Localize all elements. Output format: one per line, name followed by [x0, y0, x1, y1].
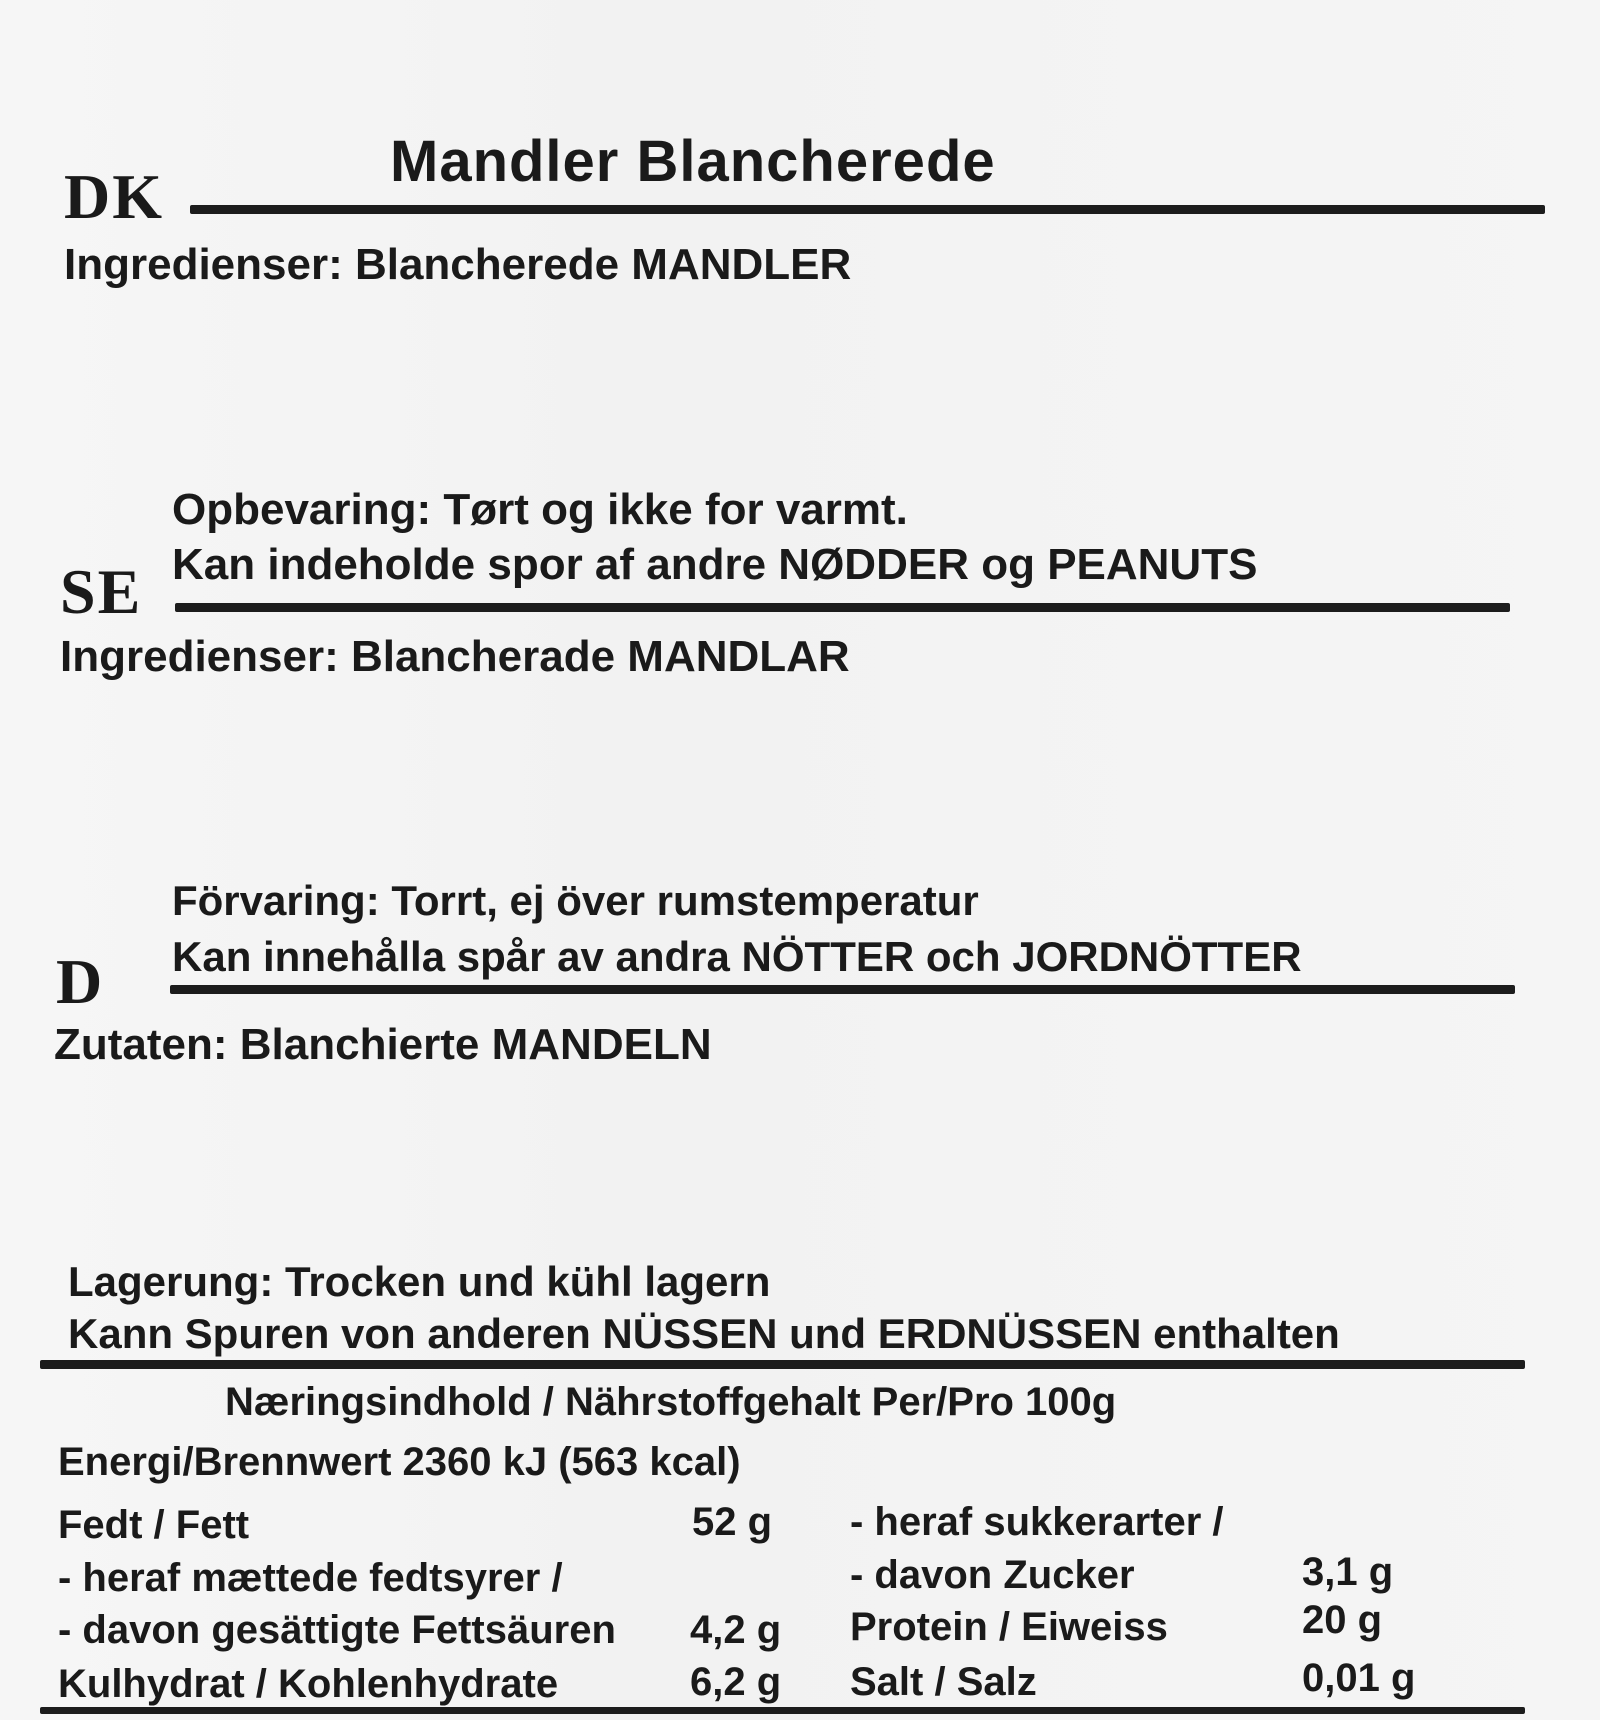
- divider-de: [170, 985, 1515, 994]
- divider-dk: [190, 205, 1545, 214]
- dk-storage: Opbevaring: Tørt og ikke for varmt.: [172, 485, 908, 534]
- carbs-value: 6,2 g: [690, 1660, 782, 1704]
- energy-row: Energi/Brennwert 2360 kJ (563 kcal): [58, 1440, 741, 1484]
- protein-label: Protein / Eiweiss: [850, 1605, 1168, 1649]
- saturated-label-1: - heraf mættede fedtsyrer /: [58, 1556, 563, 1600]
- bottom-rule: [40, 1707, 1525, 1714]
- de-ingredients: Zutaten: Blanchierte MANDELN: [54, 1020, 712, 1069]
- protein-value: 20 g: [1302, 1598, 1383, 1642]
- dk-allergen: Kan indeholde spor af andre NØDDER og PEANUTS: [172, 540, 1258, 589]
- saturated-label-2: - davon gesättigte Fettsäuren: [58, 1608, 616, 1652]
- fat-label: Fedt / Fett: [58, 1503, 250, 1547]
- divider-se: [175, 603, 1510, 612]
- language-code-se: SE: [60, 556, 143, 627]
- se-storage: Förvaring: Torrt, ej över rumstemperatur: [172, 877, 979, 924]
- de-allergen: Kann Spuren von anderen NÜSSEN und ERDNÜSSEN enthalten: [68, 1310, 1340, 1357]
- salt-label: Salt / Salz: [850, 1660, 1037, 1704]
- salt-value: 0,01 g: [1302, 1656, 1416, 1700]
- nutrition-header: Næringsindhold / Nährstoffgehalt Per/Pro 100g: [225, 1380, 1117, 1424]
- dk-ingredients: Ingredienser: Blancherede MANDLER: [64, 240, 852, 289]
- sugar-label-1: - heraf sukkerarter /: [850, 1500, 1224, 1544]
- de-storage: Lagerung: Trocken und kühl lagern: [68, 1258, 771, 1305]
- sugar-label-2: - davon Zucker: [850, 1553, 1135, 1597]
- se-ingredients: Ingredienser: Blancherade MANDLAR: [60, 632, 850, 681]
- language-code-de: D: [56, 946, 105, 1017]
- carbs-label: Kulhydrat / Kohlenhydrate: [58, 1662, 559, 1706]
- product-title: Mandler Blancherede: [390, 129, 996, 194]
- divider-nutrition: [40, 1360, 1525, 1369]
- saturated-value: 4,2 g: [690, 1608, 782, 1652]
- sugar-value: 3,1 g: [1302, 1550, 1394, 1594]
- se-allergen: Kan innehålla spår av andra NÖTTER och JORDNÖTTER: [172, 933, 1302, 980]
- fat-value: 52 g: [692, 1500, 773, 1544]
- language-code-dk: DK: [64, 161, 164, 232]
